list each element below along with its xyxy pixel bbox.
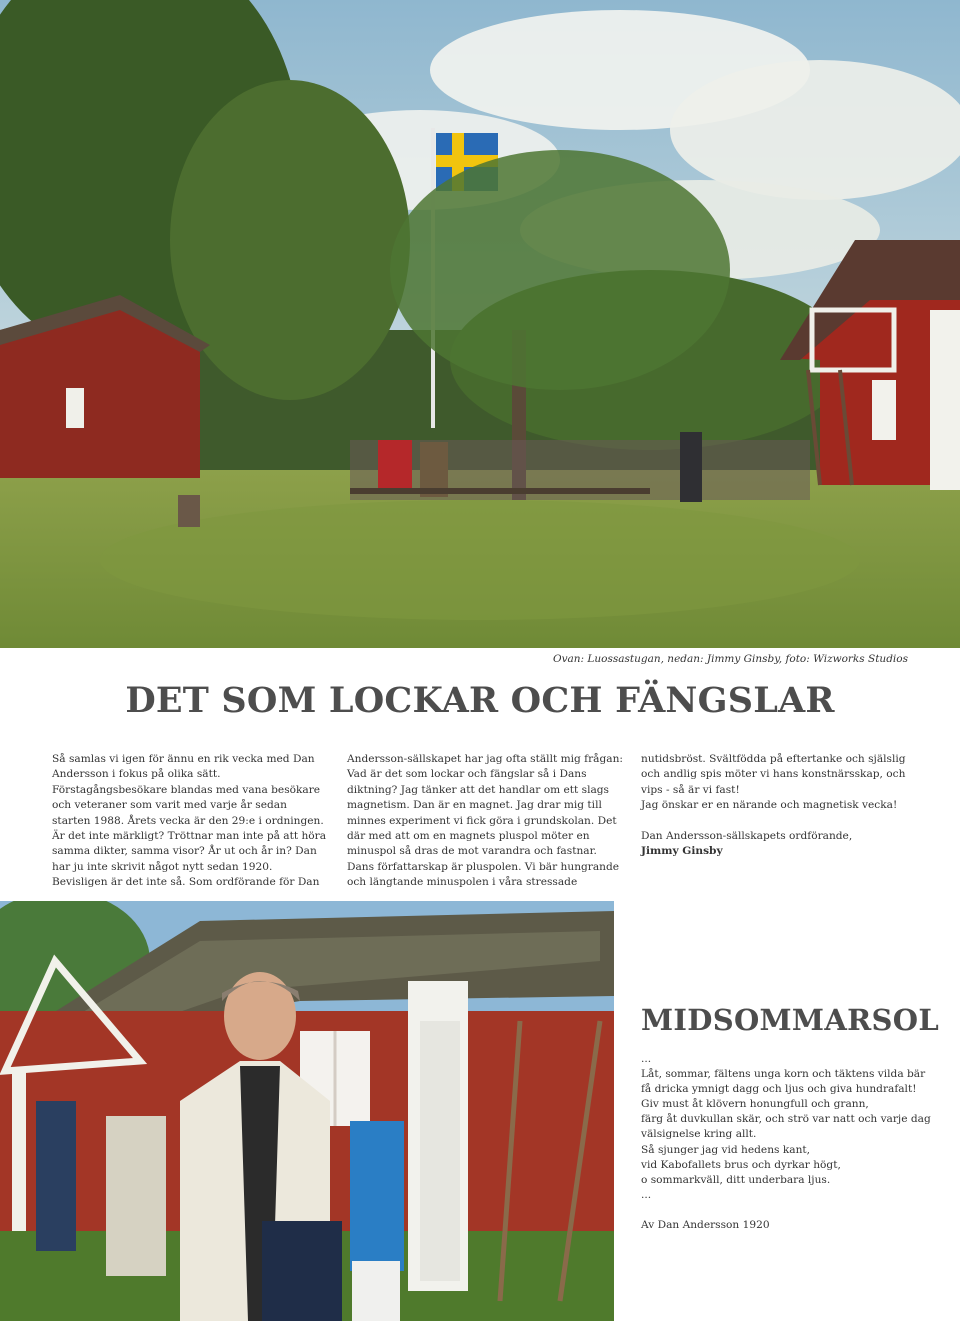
article-column-2 bbox=[347, 752, 623, 891]
photo-caption: Ovan: Luossastugan, nedan: Jimmy Ginsby, foto: Wizworks Studios bbox=[552, 653, 908, 665]
poem-title: MIDSOMMARSOL bbox=[641, 1003, 940, 1037]
poem-line: få dricka ymnigt dagg och ljus och giva hundrafalt! bbox=[641, 1083, 917, 1096]
photo-luossastugan bbox=[0, 0, 960, 648]
article-column-1 bbox=[52, 752, 328, 891]
poem-line: färg åt duvkullan skär, och strö var natt och varje dag bbox=[641, 1113, 931, 1126]
poem-line: ... bbox=[641, 1188, 652, 1201]
poem-line: Låt, sommar, fältens unga korn och täktens vilda bär bbox=[641, 1068, 926, 1081]
poem-attribution: Av Dan Andersson 1920 bbox=[641, 1218, 770, 1231]
signature-name: Jimmy Ginsby bbox=[641, 845, 723, 858]
poem-line: vid Kabofallets brus och dyrkar högt, bbox=[641, 1158, 841, 1171]
poem bbox=[641, 1052, 931, 1233]
photo-jimmy-ginsby-illustration bbox=[0, 901, 614, 1321]
poem-line: välsignelse kring allt. bbox=[641, 1128, 757, 1141]
article-column-3-paragraph-2: Jag önskar er en närande och magnetisk vecka! bbox=[641, 799, 898, 812]
photo-jimmy-ginsby bbox=[0, 901, 614, 1321]
photo-luossastugan-illustration bbox=[0, 0, 960, 648]
article-headline: DET SOM LOCKAR OCH FÄNGSLAR bbox=[125, 680, 835, 721]
poem-line: o sommarkväll, ditt underbara ljus. bbox=[641, 1173, 831, 1186]
signature-line: Dan Andersson-sällskapets ordförande, bbox=[641, 829, 853, 842]
article-column-2-text: Andersson-sällskapet har jag ofta ställt mig frågan: Vad är det som lockar och fängslar så i Dans diktning? Jag tänker att det handlar om ett slags magnetism. Dan är en magnet. Jag drar mig till minnes experiment vi fick göra i grundskolan. Det där med att om en magnets pluspol möter en minuspol så dras de mot varandra och fastnar. Dans författarskap är pluspolen. Vi bär hungrande och längtande minuspolen i våra stressade bbox=[347, 753, 623, 889]
article-column-3-paragraph-1: nutidsbröst. Svältfödda på eftertanke och själslig och andlig spis möter vi hans konstnärsskap, och vips - så är vi fast! bbox=[641, 753, 906, 796]
article-column-3 bbox=[641, 752, 911, 859]
poem-line: ... bbox=[641, 1053, 652, 1065]
article-column-1-text: Så samlas vi igen för ännu en rik vecka med Dan Andersson i fokus på olika sätt. Förstagångsbesökare blandas med vana besökare och veteraner som varit med varje år sedan starten 1988. Årets vecka är den 29:e i ordningen. Är det inte märkligt? Tröttnar man inte på att höra samma dikter, samma visor? År ut och år in? Dan har ju inte skrivit något nytt sedan 1920. Bevisligen är det inte så. Som ordförande för Dan bbox=[52, 753, 327, 889]
poem-line: Så sjunger jag vid hedens kant, bbox=[641, 1143, 811, 1156]
poem-line: Giv must åt klövern honungfull och grann, bbox=[641, 1098, 869, 1111]
